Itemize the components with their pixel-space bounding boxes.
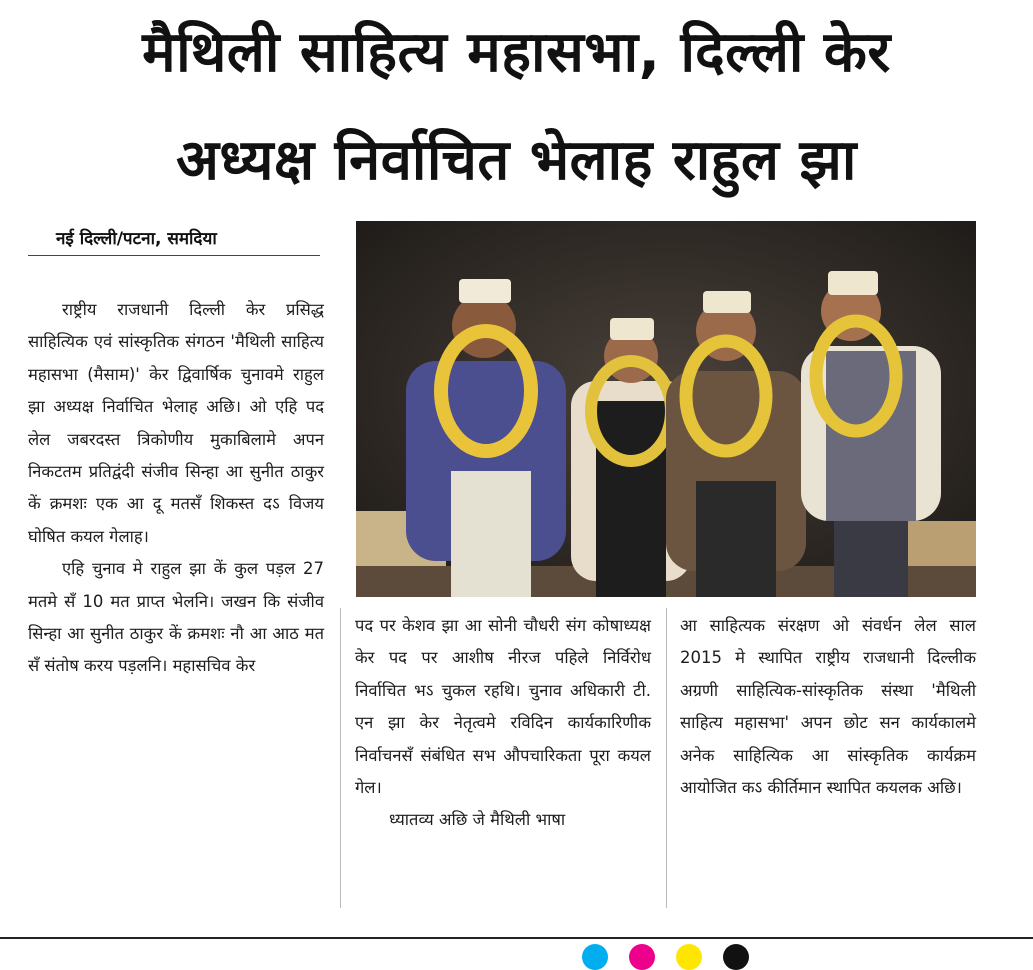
column-divider [666, 608, 667, 908]
article-column-1 [28, 294, 324, 683]
paragraph: आ साहित्यक संरक्षण ओ संवर्धन लेल साल 2015 मे स्थापित राष्ट्रीय राजधानी दिल्लीक अग्रणी साहित्यिक-सांस्कृतिक संस्था 'मैथिली साहित्य महासभा' अपन छोट सन कार्यकालमे अनेक साहित्यिक आ सांस्कृतिक कार्यक्रम आयोजित कऽ कीर्तिमान स्थापित कयलक अछि। [680, 616, 976, 798]
paragraph: एहि चुनाव मे राहुल झा कें कुल पड़ल 27 मतमे सँ 10 मत प्राप्त भेलनि। जखन कि संजीव सिन्हा आ सुनीत ठाकुर कें क्रमशः नौ आ आठ मत सँ संतोष करय पड़लनि। महासचिव केर [28, 559, 324, 676]
group-photo-illustration [356, 221, 976, 597]
dateline-rule [28, 255, 320, 256]
paragraph: पद पर केशव झा आ सोनी चौधरी संग कोषाध्यक्ष केर पद पर आशीष नीरज पहिले निर्विरोध निर्वाचित भऽ चुकल रहथि। चुनाव अधिकारी टी. एन झा केर नेतृत्वमे रविदिन कार्यकारिणीक निर्वाचनसँ संबंधित सभ औपचारिकता पूरा कयल गेल। [355, 616, 651, 798]
headline-line-1: मैथिली साहित्य महासभा, दिल्ली केर [142, 20, 891, 85]
paragraph: ध्यातव्य अछि जे मैथिली भाषा [389, 810, 566, 830]
registration-dot [723, 944, 749, 970]
dateline: नई दिल्ली/पटना, समदिया [56, 229, 217, 249]
paragraph: राष्ट्रीय राजधानी दिल्ली केर प्रसिद्ध साहित्यिक एवं सांस्कृतिक संगठन 'मैथिली साहित्य महासभा (मैसाम)' केर द्विवार्षिक चुनावमे राहुल झा अध्यक्ष निर्वाचित भेलाह अछि। ओ एहि पद लेल जबरदस्त त्रिकोणीय मुकाबिलामे अपन निकटतम प्रतिद्वंदी संजीव सिन्हा आ सुनीत ठाकुर कें क्रमशः एक आ दू मतसँ शिकस्त दऽ विजय घोषित कयल गेलाह। [28, 300, 324, 546]
article-column-2 [355, 610, 651, 837]
page-bottom-rule [0, 937, 1033, 939]
registration-dot [629, 944, 655, 970]
headline-line-2: अध्यक्ष निर्वाचित भेलाह राहुल झा [176, 128, 857, 193]
article-column-3 [680, 610, 976, 804]
registration-dot [582, 944, 608, 970]
column-divider [340, 608, 341, 908]
group-photo [356, 221, 976, 597]
registration-dot [676, 944, 702, 970]
